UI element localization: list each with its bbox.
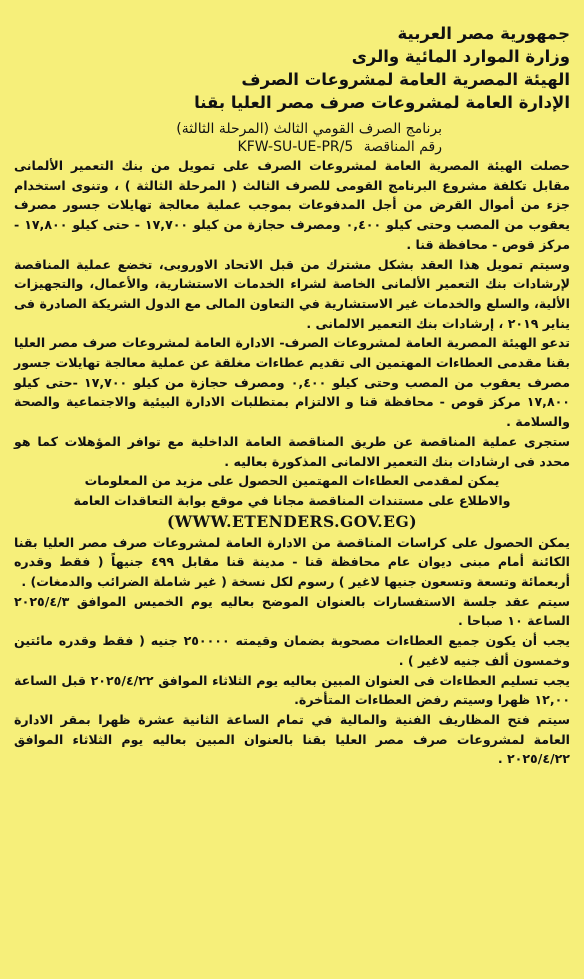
notice-body	[14, 156, 570, 769]
information-line: يمكن لمقدمى العطاءات المهتمين الحصول على مزيد من المعلومات	[84, 473, 500, 489]
funding-paragraph: حصلت الهيئة المصرية العامة لمشروعات الصرف على تمويل من بنك التعمير الألمانى مقابل تكلفة مشروع البرنامج القومى للصرف الثالث ( المرحلة الثالثة ) ، وتنوى استخدام جزء من أموال القرض من أجل المدفوعات بموجب عملية معالجة تهايلات جسور مصرف يعقوب من المصب وحتى كيلو ٠,٤٠٠ ومصرف حجازة من كيلو ١٧,٧٠٠ - حتى كيلو ١٧,٨٠٠ - مركز قوص - محافظة قنا .	[14, 158, 570, 252]
bid-submission-paragraph: يجب تسليم العطاءات فى العنوان المبين بعاليه يوم الثلاثاء الموافق ٢٠٢٥/٤/٢٢ قبل الساعة ١٢,٠٠ ظهرا وسيتم رفض العطاءات المتأخرة.	[14, 672, 570, 708]
documents-line: والاطلاع على مستندات المناقصة مجانا في موقع بوابة التعاقدات العامة	[73, 492, 511, 508]
program-block	[14, 120, 570, 156]
country-line: جمهورية مصر العربية	[397, 24, 570, 43]
directorate-line: الإدارة العامة لمشروعات صرف مصر العليا بقنا	[194, 93, 570, 112]
program-name: برنامج الصرف القومي الثالث (المرحلة الثالثة)	[176, 121, 442, 137]
tender-number-code: KFW-SU-UE-PR/5	[237, 139, 354, 155]
envelope-opening-paragraph: سيتم فتح المظاريف الفنية والمالية في تمام الساعة الثانية عشرة ظهرا بمقر الادارة العامة لمشروعات صرف مصر العليا بقنا بالعنوان المبين بعاليه يوم الثلاثاء الموافق ٢٠٢٥/٤/٢٢ .	[14, 711, 570, 767]
tender-documents-paragraph: يمكن الحصول على كراسات المناقصة من الادارة العامة لمشروعات صرف مصر العليا بقنا الكائنة أمام مبنى ديوان عام محافظة قنا - مدينة قنا مقابل ٤٩٩ جنيهاً ( فقط وقدره أربعمائة وتسعة وتسعون جنيها لاغير ) رسوم لكل نسخة ( غير شاملة الضرائب والدمغات) .	[14, 534, 570, 590]
tender-number-label: رقم المناقصة	[363, 139, 442, 155]
etenders-website-link[interactable]: (WWW.ETENDERS.GOV.EG)	[166, 511, 418, 531]
procedure-paragraph: ستجرى عملية المناقصة عن طريق المناقصة العامة الداخلية مع توافر المؤهلات كما هو محدد فى ارشادات بنك التعمير الالمانى المذكورة بعاليه .	[14, 433, 570, 469]
cofinancing-paragraph: وسيتم تمويل هذا العقد بشكل مشترك من قبل الاتحاد الاوروبى، تخضع عملية المناقصة لإرشادات بنك التعمير الألمانى الخاصة لشراء الخدمات الاستشارية، والأعمال، والتجهيزات الألية، والسلع والخدمات غير الاستشارية في التعاون المالى مع الدول الشريكة الصادرة فى يناير ٢٠١٩ ، إرشادات بنك التعمير الالمانى .	[14, 256, 570, 331]
ministry-line: وزارة الموارد المائية والرى	[351, 47, 570, 66]
authority-line: الهيئة المصرية العامة لمشروعات الصرف	[241, 70, 570, 89]
inquiries-session-paragraph: سيتم عقد جلسة الاستفسارات بالعنوان الموضح بعاليه يوم الخميس الموافق ٢٠٢٥/٤/٣ الساعة ١٠ صباحا .	[14, 593, 570, 629]
tender-number-line	[14, 138, 442, 156]
issuer-header	[14, 22, 570, 114]
bid-guarantee-paragraph: يجب أن يكون جميع العطاءات مصحوبة بضمان وقيمته ٢٥٠٠٠٠ جنيه ( فقط وقدره مائتين وخمسون ألف جنيه لاغير ) .	[14, 633, 571, 668]
invitation-paragraph: تدعو الهيئة المصرية العامة لمشروعات الصرف- الادارة العامة لمشروعات صرف مصر العليا بقنا مقدمى العطاءات المهتمين الى تقديم عطاءات مغلقة عن عملية معالجة تهايلات جسور مصرف يعقوب من المصب وحتى كيلو ٠,٤٠٠ ومصرف حجازة من كيلو ١٧,٧٠٠ -حتى كيلو ١٧,٨٠٠ مركز قوص - محافظة قنا و الالتزام بمتطلبات الادارة البيئية والاجتماعية والصحة والسلامة .	[14, 335, 570, 430]
